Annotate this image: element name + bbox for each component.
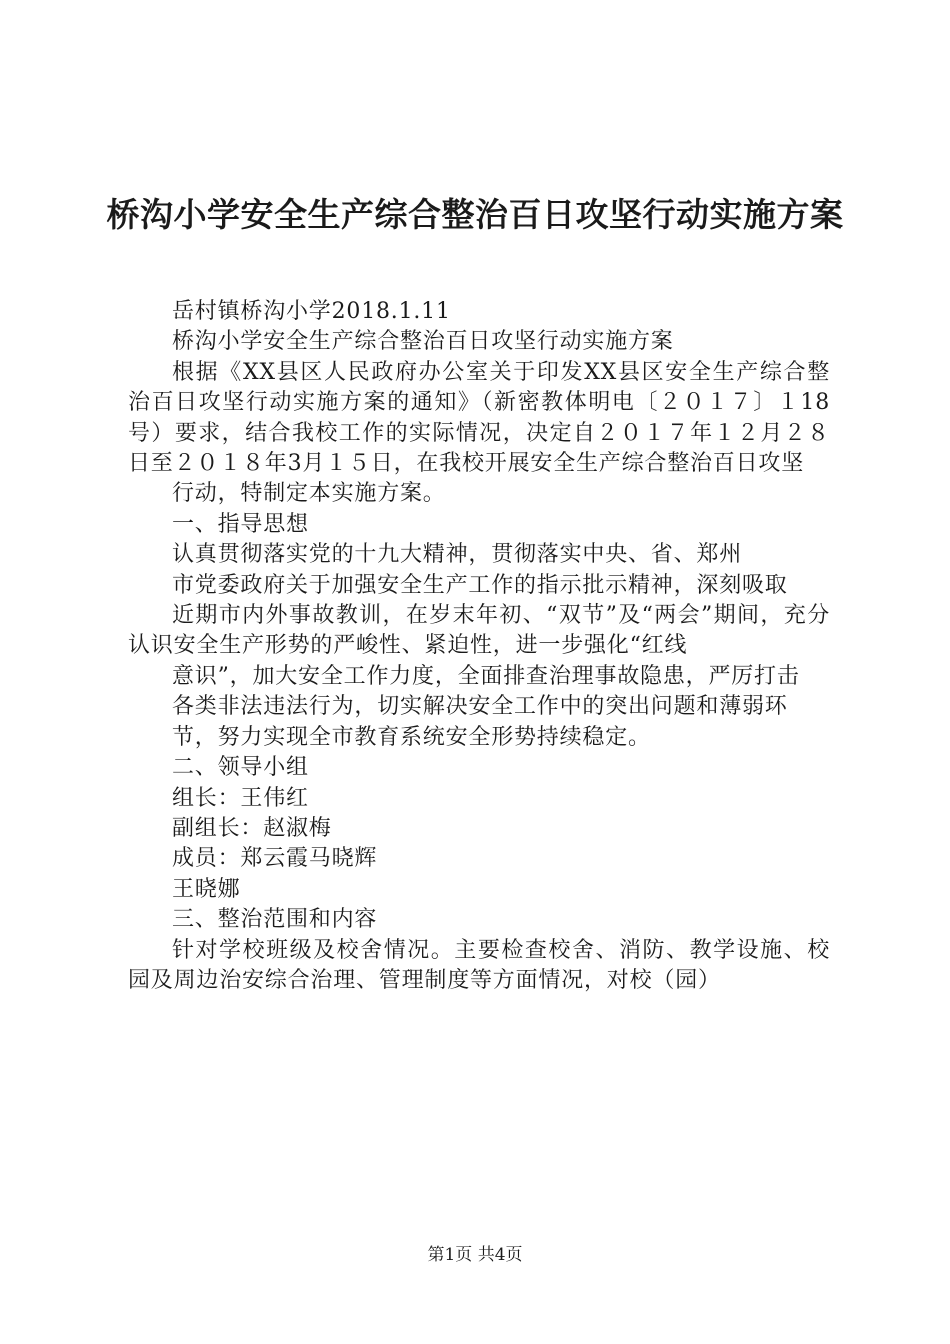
page-footer: 第1页 共4页 — [427, 1245, 523, 1265]
paragraph: 组长：王伟红 — [172, 785, 309, 811]
section-heading: 一、指导思想 — [172, 511, 309, 537]
paragraph: 节，努力实现全市教育系统安全形势持续稳定。 — [172, 724, 651, 750]
paragraph: 意识”，加大安全工作力度，全面排查治理事故隐患，严厉打击 — [172, 663, 800, 689]
section-heading: 三、整治范围和内容 — [172, 907, 378, 933]
paragraph: 市党委政府关于加强安全生产工作的指示批示精神，深刻吸取 — [172, 572, 788, 598]
document-title: 桥沟小学安全生产综合整治百日攻坚行动实施方案 — [106, 195, 844, 234]
document-body — [128, 297, 830, 996]
paragraph: 副组长：赵淑梅 — [172, 815, 332, 841]
paragraph: 认真贯彻落实党的十九大精神，贯彻落实中央、省、郑州 — [172, 542, 743, 568]
paragraph: 行动，特制定本实施方案。 — [172, 481, 446, 507]
paragraph: 针对学校班级及校舍情况。主要检查校舍、消防、教学设施、校园及周边治安综合治理、管理制度等方面情况，对校（园） — [128, 937, 830, 993]
paragraph: 根据《XX县区人民政府办公室关于印发XX县区安全生产综合整治百日攻坚行动实施方案的通知》（新密教体明电〔２０１７〕１18号）要求，结合我校工作的实际情况，决定自２０１７年１２月２８日至２０１８年3月１５日，在我校开展安全生产综合整治百日攻坚 — [128, 359, 830, 477]
paragraph: 岳村镇桥沟小学2018.1.11 — [172, 299, 451, 324]
paragraph: 各类非法违法行为，切实解决安全工作中的突出问题和薄弱环 — [172, 694, 788, 720]
section-heading: 二、领导小组 — [172, 755, 309, 781]
paragraph: 成员：郑云霞马晓辉 — [172, 846, 378, 872]
paragraph: 王晓娜 — [172, 876, 241, 902]
paragraph: 桥沟小学安全生产综合整治百日攻坚行动实施方案 — [172, 329, 674, 355]
paragraph: 近期市内外事故教训，在岁末年初、“双节”及“两会”期间，充分认识安全生产形势的严峻性、紧迫性，进一步强化“红线 — [128, 603, 830, 659]
